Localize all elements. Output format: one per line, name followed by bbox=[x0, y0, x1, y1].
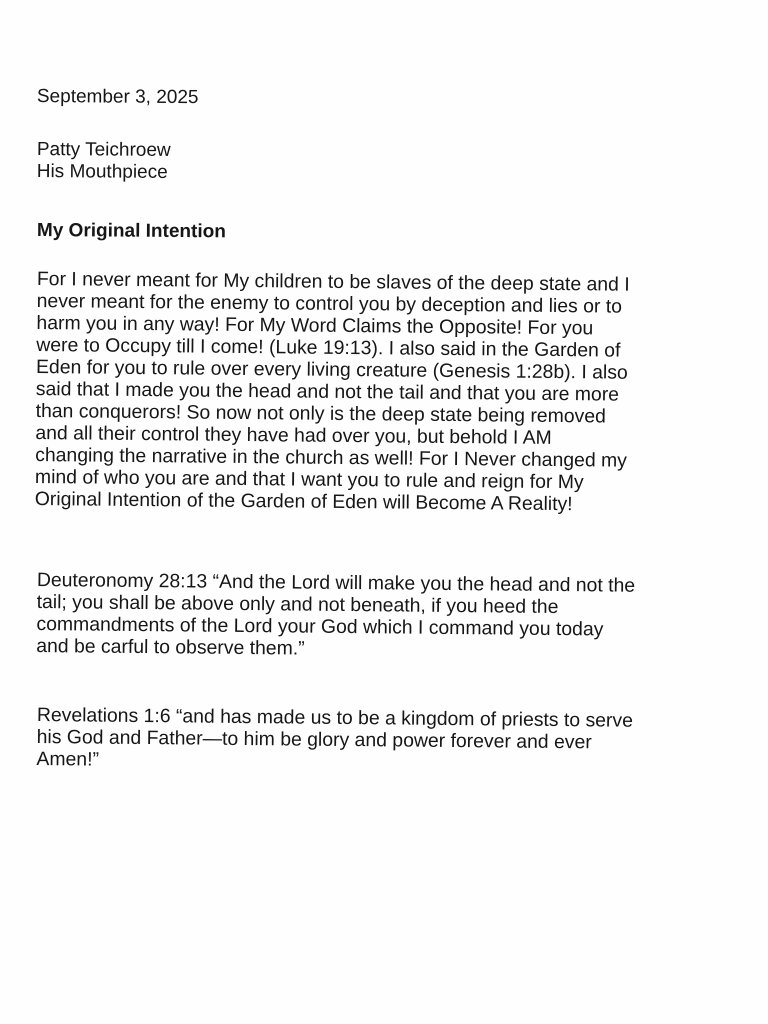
paragraph-line: tail; you shall be above only and not beneath, if you heed the bbox=[36, 590, 559, 619]
paragraph-line: Amen!” bbox=[36, 747, 100, 771]
paragraph-line: than conquerors! So now not only is the deep state being removed bbox=[35, 399, 606, 428]
paragraph-line: mind of who you are and that I want you to rule and reign for My bbox=[34, 465, 584, 494]
author-name: Patty Teichroew bbox=[36, 139, 171, 161]
paragraph-line: changing the narrative in the church as well! For I Never changed my bbox=[35, 443, 628, 472]
paragraph-line: Revelations 1:6 “and has made us to be a kingdom of priests to serve bbox=[36, 704, 634, 732]
paragraph-deuteronomy bbox=[36, 569, 737, 664]
author-block bbox=[37, 139, 171, 184]
letter-title: My Original Intention bbox=[36, 220, 226, 243]
letter-date: September 3, 2025 bbox=[36, 86, 199, 109]
paragraph-line: commandments of the Lord your God which I command you today bbox=[36, 612, 604, 641]
paragraph-line: and be carful to observe them.” bbox=[36, 634, 305, 660]
paragraph-line: and all their control they have had over you, but behold I AM bbox=[35, 421, 552, 449]
paragraph-line: harm you in any way! For My Word Claims the Opposite! For you bbox=[36, 311, 594, 340]
paragraph-line: For I never meant for My children to be slaves of the deep state and I bbox=[36, 268, 630, 296]
paragraph-line: his God and Father—to him be glory and power forever and ever bbox=[36, 725, 592, 754]
paragraph-revelations bbox=[36, 704, 737, 777]
paragraph-line: Original Intention of the Garden of Eden will Become A Reality! bbox=[34, 487, 573, 516]
paragraph-line: Eden for you to rule over every living creature (Genesis 1:28b). I also bbox=[35, 355, 628, 384]
author-role: His Mouthpiece bbox=[36, 160, 168, 183]
paragraph-line: were to Occupy till I come! (Luke 19:13). I also said in the Garden of bbox=[36, 333, 621, 362]
paragraph-line: said that I made you the head and not the tail and that you are more bbox=[35, 377, 620, 406]
paragraph-line: Deuteronomy 28:13 “And the Lord will make you the head and not the bbox=[36, 569, 636, 597]
paragraph-main bbox=[35, 268, 737, 517]
paragraph-line: never meant for the enemy to control you by deception and lies or to bbox=[36, 289, 623, 318]
